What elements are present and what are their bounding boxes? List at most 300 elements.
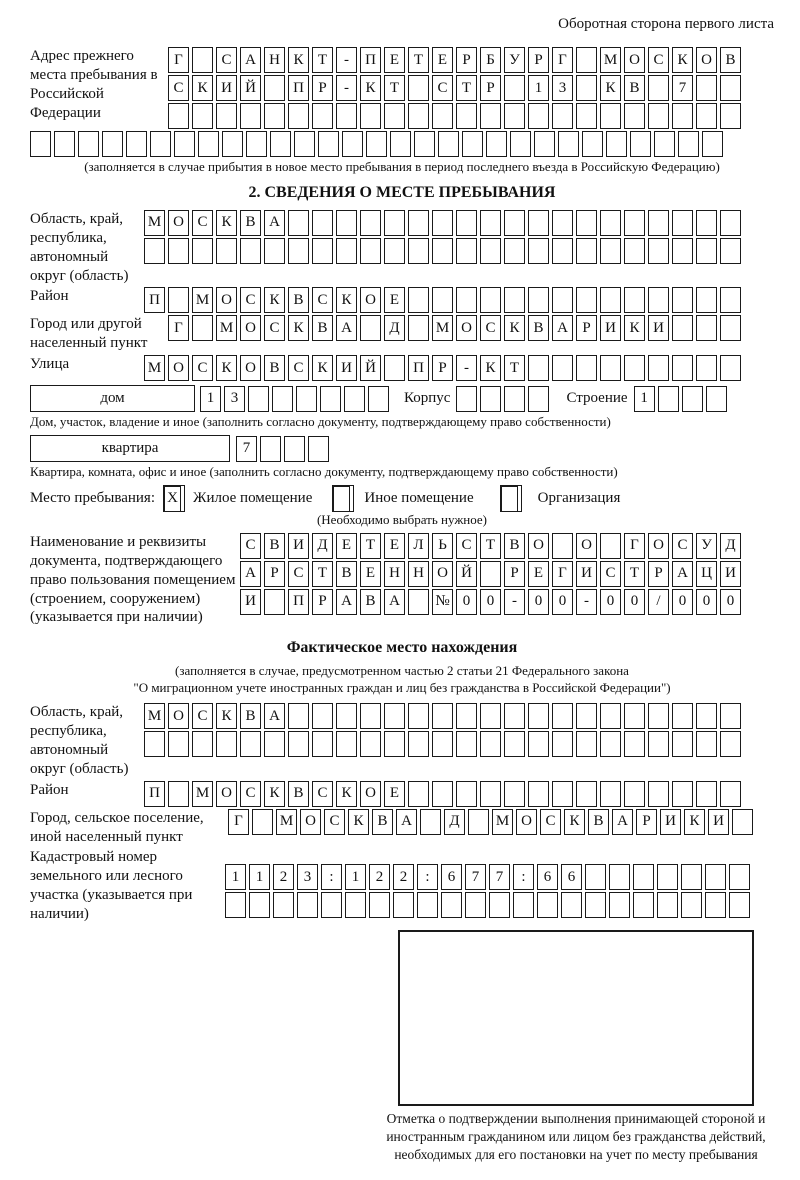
char-cell: К bbox=[600, 75, 621, 101]
char-cell: М bbox=[216, 315, 237, 341]
char-cell bbox=[576, 731, 597, 757]
char-cell: О bbox=[696, 47, 717, 73]
prev-address-grid bbox=[168, 47, 744, 129]
char-cell bbox=[696, 75, 717, 101]
char-cell bbox=[264, 731, 285, 757]
char-cell: 1 bbox=[345, 864, 366, 890]
checkbox-inoe bbox=[332, 485, 354, 512]
char-cell bbox=[369, 892, 390, 918]
kadastr-label: Кадастровый номер земельного или лесного участка (указывается при наличии) bbox=[30, 849, 193, 923]
char-cell: В bbox=[372, 809, 393, 835]
char-cell bbox=[192, 731, 213, 757]
char-cell bbox=[342, 131, 363, 157]
dom-grid bbox=[200, 386, 392, 412]
char-cell bbox=[672, 731, 693, 757]
char-cell: Д bbox=[384, 315, 405, 341]
char-cell: О bbox=[300, 809, 321, 835]
char-cell: И bbox=[216, 75, 237, 101]
char-cell bbox=[720, 703, 741, 729]
char-cell: 0 bbox=[528, 589, 549, 615]
char-cell: 3 bbox=[224, 386, 245, 412]
char-cell: К bbox=[192, 75, 213, 101]
char-cell: И bbox=[660, 809, 681, 835]
prev-address-line-4 bbox=[30, 131, 774, 157]
char-cell bbox=[720, 210, 741, 236]
char-cell: С bbox=[540, 809, 561, 835]
char-cell bbox=[432, 287, 453, 313]
char-cell bbox=[240, 731, 261, 757]
char-cell bbox=[192, 47, 213, 73]
char-cell bbox=[585, 864, 606, 890]
char-cell: 0 bbox=[552, 589, 573, 615]
char-cell bbox=[168, 781, 189, 807]
char-cell: 0 bbox=[456, 589, 477, 615]
char-cell bbox=[456, 210, 477, 236]
char-cell bbox=[606, 131, 627, 157]
char-cell bbox=[648, 703, 669, 729]
char-cell: 3 bbox=[297, 864, 318, 890]
char-cell bbox=[504, 287, 525, 313]
prev-address-line-1 bbox=[168, 47, 744, 73]
char-cell: Т bbox=[480, 533, 501, 559]
char-cell: К bbox=[504, 315, 525, 341]
char-cell bbox=[312, 731, 333, 757]
char-cell: Г bbox=[168, 315, 189, 341]
mesto-label: Место пребывания: bbox=[30, 490, 155, 507]
kadastr-line-1 bbox=[225, 864, 753, 890]
char-cell bbox=[456, 103, 477, 129]
char-cell: К bbox=[480, 355, 501, 381]
char-cell bbox=[489, 892, 510, 918]
char-cell bbox=[600, 731, 621, 757]
char-cell: Ь bbox=[432, 533, 453, 559]
char-cell: И bbox=[648, 315, 669, 341]
char-cell bbox=[192, 315, 213, 341]
char-cell bbox=[264, 103, 285, 129]
char-cell bbox=[480, 781, 501, 807]
char-cell bbox=[456, 238, 477, 264]
char-cell bbox=[480, 386, 501, 412]
char-cell: В bbox=[312, 315, 333, 341]
char-cell bbox=[480, 210, 501, 236]
char-cell: О bbox=[516, 809, 537, 835]
char-cell bbox=[624, 238, 645, 264]
char-cell: И bbox=[720, 561, 741, 587]
char-cell bbox=[420, 809, 441, 835]
char-cell: М bbox=[192, 287, 213, 313]
char-cell: Р bbox=[576, 315, 597, 341]
char-cell bbox=[600, 781, 621, 807]
char-cell bbox=[360, 238, 381, 264]
char-cell bbox=[465, 892, 486, 918]
char-cell: М bbox=[144, 210, 165, 236]
char-cell bbox=[456, 287, 477, 313]
char-cell bbox=[528, 703, 549, 729]
char-cell bbox=[432, 781, 453, 807]
raion-grid bbox=[144, 287, 744, 313]
char-cell bbox=[288, 703, 309, 729]
char-cell bbox=[192, 103, 213, 129]
char-cell bbox=[576, 75, 597, 101]
char-cell bbox=[144, 238, 165, 264]
char-cell bbox=[441, 892, 462, 918]
dom-row bbox=[30, 385, 774, 412]
raion-label: Район bbox=[30, 288, 69, 305]
char-cell: Т bbox=[408, 47, 429, 73]
char-cell: : bbox=[417, 864, 438, 890]
char-cell bbox=[696, 703, 717, 729]
char-cell: Д bbox=[444, 809, 465, 835]
char-cell bbox=[336, 210, 357, 236]
char-cell bbox=[585, 892, 606, 918]
char-cell bbox=[438, 131, 459, 157]
checkbox-org bbox=[500, 485, 522, 512]
char-cell: М bbox=[432, 315, 453, 341]
char-cell bbox=[648, 238, 669, 264]
mesto-note: (Необходимо выбрать нужное) bbox=[316, 512, 488, 528]
char-cell: О bbox=[168, 355, 189, 381]
char-cell: Т bbox=[456, 75, 477, 101]
char-cell: О bbox=[432, 561, 453, 587]
char-cell: К bbox=[216, 703, 237, 729]
char-cell: В bbox=[504, 533, 525, 559]
raion-block bbox=[30, 287, 774, 313]
char-cell: Й bbox=[360, 355, 381, 381]
char-cell bbox=[510, 131, 531, 157]
char-cell bbox=[657, 864, 678, 890]
char-cell: С bbox=[312, 287, 333, 313]
char-cell bbox=[624, 731, 645, 757]
char-cell bbox=[336, 103, 357, 129]
char-cell: В bbox=[528, 315, 549, 341]
section2-title: 2. СВЕДЕНИЯ О МЕСТЕ ПРЕБЫВАНИЯ bbox=[248, 183, 556, 201]
char-cell bbox=[552, 703, 573, 729]
char-cell: О bbox=[168, 210, 189, 236]
char-cell: К bbox=[684, 809, 705, 835]
char-cell: Г bbox=[552, 561, 573, 587]
oblast-block bbox=[30, 210, 774, 286]
char-cell bbox=[528, 238, 549, 264]
char-cell bbox=[240, 238, 261, 264]
char-cell: В bbox=[720, 47, 741, 73]
char-cell bbox=[576, 103, 597, 129]
char-cell bbox=[456, 386, 477, 412]
char-cell: А bbox=[396, 809, 417, 835]
char-cell: О bbox=[240, 315, 261, 341]
char-cell bbox=[462, 131, 483, 157]
gorod-block bbox=[30, 315, 774, 353]
doc-label: Наименование и реквизиты документа, подтверждающего право пользования помещением (строением, сооружением) (указывается при наличии) bbox=[30, 533, 236, 626]
char-cell bbox=[702, 131, 723, 157]
char-cell: Е bbox=[528, 561, 549, 587]
prev-address-block bbox=[30, 47, 774, 129]
char-cell bbox=[528, 731, 549, 757]
char-cell: Р bbox=[312, 589, 333, 615]
char-cell bbox=[126, 131, 147, 157]
char-cell bbox=[297, 892, 318, 918]
char-cell bbox=[408, 589, 429, 615]
char-cell bbox=[312, 210, 333, 236]
char-cell bbox=[534, 131, 555, 157]
char-cell bbox=[720, 75, 741, 101]
char-cell: С bbox=[312, 781, 333, 807]
char-cell bbox=[681, 864, 702, 890]
char-cell bbox=[456, 781, 477, 807]
checkbox-zhiloe bbox=[163, 485, 185, 512]
char-cell bbox=[696, 238, 717, 264]
char-cell bbox=[144, 731, 165, 757]
char-cell: А bbox=[264, 210, 285, 236]
fact-raion-label: Район bbox=[30, 781, 69, 798]
char-cell bbox=[732, 809, 753, 835]
char-cell bbox=[720, 103, 741, 129]
char-cell bbox=[720, 781, 741, 807]
char-cell: П bbox=[144, 781, 165, 807]
char-cell: И bbox=[600, 315, 621, 341]
char-cell bbox=[600, 287, 621, 313]
char-cell bbox=[513, 892, 534, 918]
char-cell bbox=[318, 131, 339, 157]
char-cell bbox=[504, 703, 525, 729]
char-cell bbox=[368, 386, 389, 412]
char-cell bbox=[672, 781, 693, 807]
char-cell: Г bbox=[228, 809, 249, 835]
char-cell bbox=[630, 131, 651, 157]
char-cell: М bbox=[144, 703, 165, 729]
char-cell bbox=[168, 731, 189, 757]
char-cell bbox=[552, 103, 573, 129]
char-cell: К bbox=[216, 355, 237, 381]
char-cell bbox=[260, 436, 281, 462]
char-cell: В bbox=[240, 703, 261, 729]
char-cell: О bbox=[216, 781, 237, 807]
char-cell bbox=[576, 238, 597, 264]
char-cell bbox=[468, 809, 489, 835]
char-cell: М bbox=[276, 809, 297, 835]
char-cell bbox=[216, 731, 237, 757]
fact-oblast-grid bbox=[144, 703, 744, 757]
char-cell bbox=[729, 892, 750, 918]
char-cell: К bbox=[348, 809, 369, 835]
char-cell: 2 bbox=[369, 864, 390, 890]
char-cell bbox=[696, 315, 717, 341]
char-cell: Е bbox=[432, 47, 453, 73]
char-cell bbox=[720, 287, 741, 313]
char-cell: Н bbox=[384, 561, 405, 587]
char-cell: О bbox=[240, 355, 261, 381]
oblast-line-2 bbox=[144, 238, 744, 264]
char-cell: Р bbox=[648, 561, 669, 587]
char-cell bbox=[537, 892, 558, 918]
char-cell: Т bbox=[360, 533, 381, 559]
kvartira-note: Квартира, комната, офис и иное (заполнить согласно документу, подтверждающему право собственности) bbox=[30, 464, 618, 480]
char-cell bbox=[312, 103, 333, 129]
char-cell bbox=[552, 238, 573, 264]
char-cell: И bbox=[708, 809, 729, 835]
char-cell bbox=[408, 703, 429, 729]
char-cell bbox=[648, 287, 669, 313]
char-cell: 0 bbox=[624, 589, 645, 615]
char-cell bbox=[456, 731, 477, 757]
char-cell: / bbox=[648, 589, 669, 615]
doc-line-2 bbox=[240, 561, 744, 587]
char-cell bbox=[408, 781, 429, 807]
doc-block bbox=[30, 533, 774, 627]
char-cell bbox=[624, 210, 645, 236]
char-cell bbox=[582, 131, 603, 157]
char-cell bbox=[657, 892, 678, 918]
char-cell bbox=[480, 238, 501, 264]
char-cell: Д bbox=[720, 533, 741, 559]
stamp-caption: Отметка о подтверждении выполнения принимающей стороной и иностранным гражданином или лицом без гражданства действий, необходимых для его постановки на учет по месту пребывания bbox=[386, 1111, 766, 1162]
char-cell bbox=[252, 809, 273, 835]
char-cell bbox=[270, 131, 291, 157]
char-cell bbox=[600, 533, 621, 559]
char-cell bbox=[384, 103, 405, 129]
char-cell: Р bbox=[528, 47, 549, 73]
prev-address-line-3 bbox=[168, 103, 744, 129]
gorod-label: Город или другой населенный пункт bbox=[30, 316, 148, 352]
char-cell: Л bbox=[408, 533, 429, 559]
char-cell bbox=[576, 47, 597, 73]
char-cell bbox=[672, 287, 693, 313]
stroenie-grid bbox=[634, 386, 730, 412]
char-cell bbox=[366, 131, 387, 157]
char-cell bbox=[696, 731, 717, 757]
char-cell: 7 bbox=[236, 436, 257, 462]
char-cell: 2 bbox=[273, 864, 294, 890]
char-cell bbox=[576, 781, 597, 807]
char-cell bbox=[672, 315, 693, 341]
char-cell bbox=[432, 210, 453, 236]
char-cell: И bbox=[576, 561, 597, 587]
char-cell bbox=[480, 103, 501, 129]
char-cell: П bbox=[288, 589, 309, 615]
fact-oblast-block bbox=[30, 703, 774, 779]
char-cell bbox=[480, 731, 501, 757]
char-cell bbox=[705, 892, 726, 918]
korpus-label: Корпус bbox=[404, 390, 451, 407]
char-cell: А bbox=[552, 315, 573, 341]
char-cell: - bbox=[456, 355, 477, 381]
char-cell bbox=[528, 287, 549, 313]
char-cell bbox=[168, 287, 189, 313]
char-cell: В bbox=[360, 589, 381, 615]
kvartira-grid bbox=[236, 436, 332, 462]
char-cell bbox=[336, 703, 357, 729]
char-cell bbox=[284, 436, 305, 462]
char-cell: М bbox=[492, 809, 513, 835]
kadastr-grid bbox=[225, 848, 753, 918]
char-cell: Е bbox=[384, 47, 405, 73]
char-cell: О bbox=[624, 47, 645, 73]
char-cell bbox=[648, 75, 669, 101]
char-cell bbox=[216, 103, 237, 129]
char-cell: И bbox=[336, 355, 357, 381]
char-cell bbox=[336, 731, 357, 757]
char-cell bbox=[408, 238, 429, 264]
char-cell: С bbox=[240, 781, 261, 807]
char-cell bbox=[624, 287, 645, 313]
char-cell: - bbox=[336, 47, 357, 73]
char-cell: Е bbox=[384, 533, 405, 559]
char-cell: 6 bbox=[537, 864, 558, 890]
char-cell: А bbox=[240, 47, 261, 73]
char-cell bbox=[648, 210, 669, 236]
char-cell bbox=[150, 131, 171, 157]
fact-note-1: (заполняется в случае, предусмотренном частью 2 статьи 21 Федерального закона bbox=[175, 663, 629, 679]
char-cell: Е bbox=[384, 781, 405, 807]
char-cell bbox=[320, 386, 341, 412]
char-cell bbox=[344, 386, 365, 412]
char-cell: В bbox=[624, 75, 645, 101]
char-cell: X bbox=[164, 486, 181, 512]
char-cell bbox=[384, 238, 405, 264]
char-cell: К bbox=[288, 47, 309, 73]
char-cell: С bbox=[480, 315, 501, 341]
kvartira-type-box: квартира bbox=[30, 435, 230, 462]
option-org-label: Организация bbox=[537, 490, 621, 507]
dom-note: Дом, участок, владение и иное (заполнить согласно документу, подтверждающему право собственности) bbox=[30, 414, 611, 430]
char-cell: Е bbox=[384, 287, 405, 313]
char-cell: Р bbox=[264, 561, 285, 587]
char-cell: Р bbox=[432, 355, 453, 381]
char-cell: П bbox=[144, 287, 165, 313]
char-cell: Т bbox=[312, 561, 333, 587]
char-cell: 3 bbox=[552, 75, 573, 101]
char-cell bbox=[648, 355, 669, 381]
char-cell: С bbox=[264, 315, 285, 341]
char-cell: Г bbox=[552, 47, 573, 73]
doc-line-1 bbox=[240, 533, 744, 559]
char-cell: - bbox=[504, 589, 525, 615]
option-zhiloe-label: Жилое помещение bbox=[193, 490, 313, 507]
char-cell: С bbox=[192, 355, 213, 381]
char-cell: С bbox=[240, 287, 261, 313]
char-cell bbox=[609, 892, 630, 918]
char-cell bbox=[648, 103, 669, 129]
char-cell: Р bbox=[456, 47, 477, 73]
char-cell bbox=[408, 75, 429, 101]
page-side-note: Оборотная сторона первого листа bbox=[558, 16, 774, 32]
stroenie-label: Строение bbox=[566, 390, 628, 407]
char-cell bbox=[648, 731, 669, 757]
char-cell: Р bbox=[312, 75, 333, 101]
char-cell: В bbox=[588, 809, 609, 835]
char-cell: 0 bbox=[696, 589, 717, 615]
char-cell: 0 bbox=[720, 589, 741, 615]
char-cell bbox=[552, 355, 573, 381]
char-cell bbox=[248, 386, 269, 412]
char-cell bbox=[682, 386, 703, 412]
char-cell bbox=[486, 131, 507, 157]
char-cell bbox=[672, 238, 693, 264]
char-cell bbox=[576, 210, 597, 236]
char-cell bbox=[480, 703, 501, 729]
char-cell bbox=[432, 238, 453, 264]
char-cell bbox=[552, 533, 573, 559]
char-cell: О bbox=[456, 315, 477, 341]
char-cell bbox=[528, 103, 549, 129]
char-cell: К bbox=[288, 315, 309, 341]
char-cell bbox=[600, 238, 621, 264]
doc-line-3 bbox=[240, 589, 744, 615]
char-cell: А bbox=[336, 315, 357, 341]
char-cell: С bbox=[288, 355, 309, 381]
char-cell: М bbox=[192, 781, 213, 807]
char-cell bbox=[384, 355, 405, 381]
char-cell bbox=[240, 103, 261, 129]
